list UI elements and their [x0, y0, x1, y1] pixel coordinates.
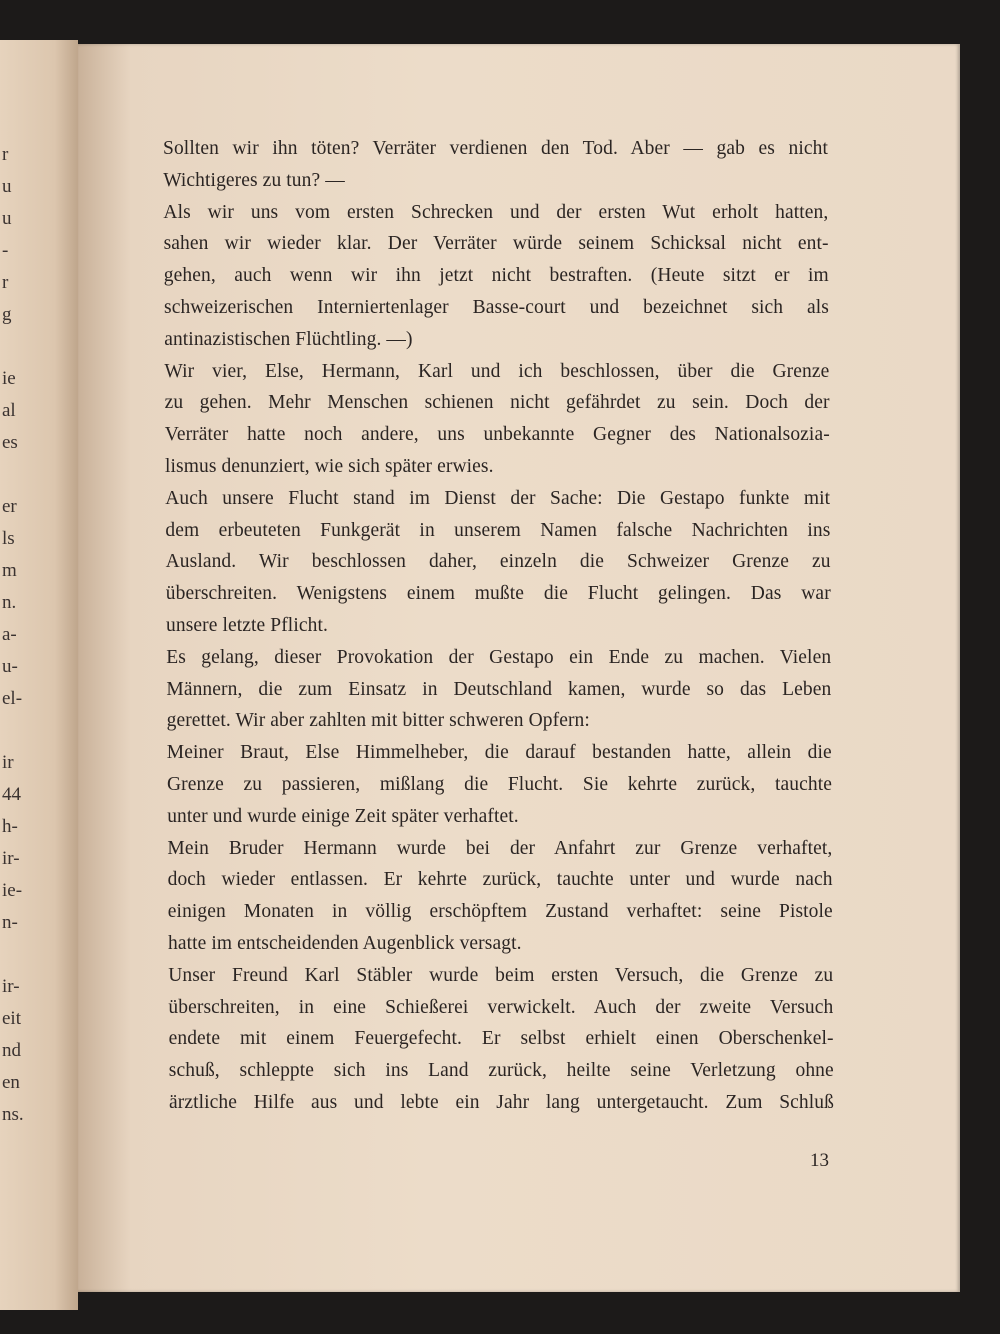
- text-line: Ausland. Wir beschlossen daher, einzeln die Schweizer Grenze zu: [165, 551, 831, 573]
- text-line: Sollten wir ihn töten? Verräter verdienen den Tod. Aber — gab es nicht: [163, 138, 828, 159]
- left-page-text-fragment: ie: [2, 368, 16, 389]
- left-page-text-fragment: r: [2, 144, 9, 165]
- left-page-text-fragment: m: [2, 560, 17, 581]
- left-page-text-fragment: er: [2, 496, 17, 517]
- text-line: gehen, auch wenn wir ihn jetzt nicht bestraften. (Heute sitzt er im: [163, 265, 829, 287]
- text-line: Auch unsere Flucht stand im Dienst der Sache: Die Gestapo funkte mit: [165, 487, 831, 509]
- text-line: überschreiten. Wenigstens einem mußte die Flucht gelingen. Das war: [165, 583, 831, 605]
- text-line: Es gelang, dieser Provokation der Gestapo ein Ende zu machen. Vielen: [166, 646, 832, 668]
- left-page-text-fragment: en: [2, 1072, 20, 1093]
- left-page-text-fragment: el-: [2, 688, 23, 709]
- left-page-text-fragment: h-: [2, 816, 18, 837]
- text-line: lismus denunziert, wie sich später erwies.: [165, 456, 494, 477]
- left-page-text-fragment: a-: [2, 624, 17, 645]
- book-page: [78, 44, 960, 1292]
- text-line: antinazistischen Flüchtling. —): [164, 328, 413, 350]
- text-line: Wichtigeres zu tun? —: [163, 169, 345, 191]
- text-line: schuß, schleppte sich ins Land zurück, heilte seine Verletzung ohne: [168, 1060, 834, 1082]
- text-line: unter und wurde einige Zeit später verhaftet.: [167, 805, 519, 827]
- left-page-text-fragment: es: [2, 432, 18, 453]
- left-page-text-fragment: u: [2, 176, 12, 197]
- left-page-text-fragment: al: [2, 400, 16, 421]
- left-page-text-fragment: n-: [2, 912, 18, 933]
- text-line: Als wir uns vom ersten Schrecken und der ersten Wut erholt hatten,: [163, 201, 829, 223]
- text-line: gerettet. Wir aber zahlten mit bitter schweren Opfern:: [166, 710, 590, 732]
- text-line: Männern, die zum Einsatz in Deutschland kamen, wurde so das Leben: [166, 678, 832, 700]
- left-page-text-fragment: ir: [2, 752, 14, 773]
- text-line: hatte im entscheidenden Augenblick versagt.: [168, 933, 522, 954]
- text-line: unsere letzte Pflicht.: [166, 615, 328, 636]
- text-line: sahen wir wieder klar. Der Verräter würde seinem Schicksal nicht ent-: [163, 233, 829, 255]
- left-page-text-fragment: ir-: [2, 848, 20, 869]
- text-line: zu gehen. Mehr Menschen schienen nicht gefährdet zu sein. Doch der: [164, 392, 830, 414]
- left-page-text-fragment: u-: [2, 656, 18, 677]
- left-page-text-fragment: ls: [2, 528, 15, 549]
- left-page-text-fragment: n.: [2, 592, 17, 613]
- text-line: Grenze zu passieren, mißlang die Flucht. Sie kehrte zurück, tauchte: [167, 774, 832, 795]
- text-line: Verräter hatte noch andere, uns unbekannte Gegner des Nationalsozia-: [164, 424, 830, 446]
- left-page-text-fragment: ir-: [2, 976, 20, 997]
- text-line: Mein Bruder Hermann wurde bei der Anfahrt zur Grenze verhaftet,: [167, 837, 833, 859]
- left-page-text-fragment: -: [2, 240, 9, 261]
- text-line: doch wieder entlassen. Er kehrte zurück, tauchte unter und wurde nach: [167, 869, 833, 891]
- page-number: 13: [810, 1150, 829, 1171]
- left-page-text-fragment: ie-: [2, 880, 23, 901]
- left-page-edge: [0, 40, 78, 1310]
- left-page-text-fragment: ns.: [2, 1104, 24, 1125]
- left-page-text-fragment: 44: [2, 784, 21, 805]
- text-line: endete mit einem Feuergefecht. Er selbst erhielt einen Oberschenkel-: [168, 1028, 834, 1050]
- text-line: Unser Freund Karl Stäbler wurde beim ersten Versuch, die Grenze zu: [168, 964, 834, 986]
- text-line: einigen Monaten in völlig erschöpftem Zustand verhaftet: seine Pistole: [167, 901, 833, 923]
- left-page-text-fragment: r: [2, 272, 9, 293]
- text-line: Wir vier, Else, Hermann, Karl und ich beschlossen, über die Grenze: [164, 360, 830, 382]
- text-line: überschreiten, in eine Schießerei verwickelt. Auch der zweite Versuch: [168, 996, 834, 1018]
- left-page-text-fragment: nd: [2, 1040, 21, 1061]
- left-page-text-fragment: g: [2, 304, 12, 325]
- text-line: ärztliche Hilfe aus und lebte ein Jahr lang untergetaucht. Zum Schluß: [169, 1092, 834, 1113]
- text-line: Meiner Braut, Else Himmelheber, die darauf bestanden hatte, allein die: [166, 742, 832, 764]
- text-line: schweizerischen Interniertenlager Basse-court und bezeichnet sich als: [164, 297, 829, 318]
- left-page-text-fragment: eit: [2, 1008, 21, 1029]
- left-page-text-fragment: u: [2, 208, 12, 229]
- text-line: dem erbeuteten Funkgerät in unserem Namen falsche Nachrichten ins: [165, 519, 831, 541]
